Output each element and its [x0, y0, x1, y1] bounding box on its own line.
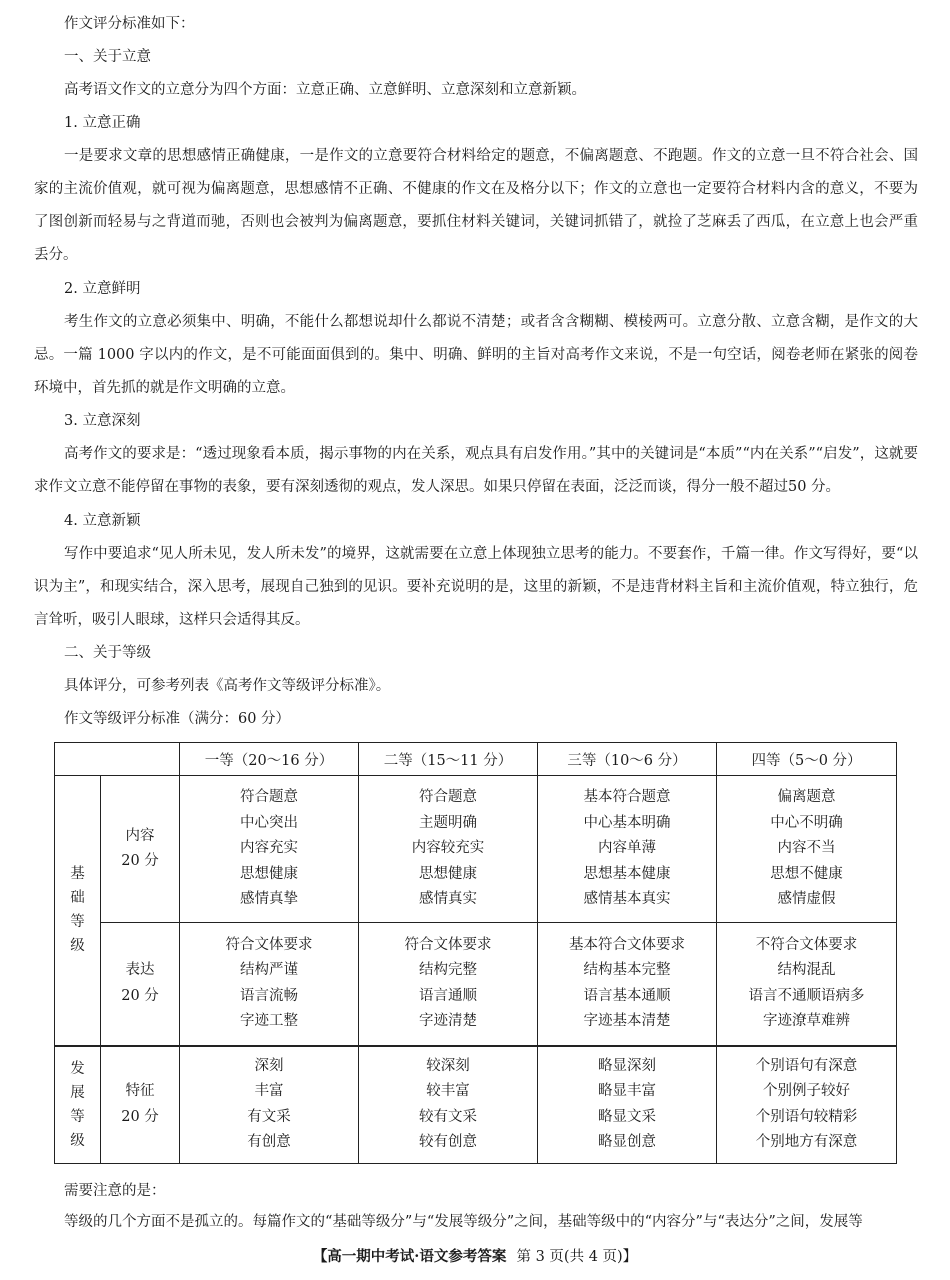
grade-intro: 具体评分，可参考列表《高考作文等级评分标准》。	[64, 678, 391, 694]
content-grade-1: 符合题意 中心突出 内容充实 思想健康 感情真挚	[180, 776, 359, 923]
paragraph-clear: 考生作文的立意必须集中、明确，不能什么都想说却什么都说不清楚；或者含含糊糊、模棱两可。立意分散、立意含糊，是作文的大忌。一篇 1000 字以内的作文，是不可能面面俱到的。集中、明确、鲜明的主旨对高考作文来说，不是一句空话，阅卷老师在紧张的阅卷环境中，首先抓的就是作文明确的立意。	[34, 314, 918, 396]
header-grade-4: 四等（5～0 分）	[717, 743, 897, 776]
feature-grade-1: 深刻 丰富 有文采 有创意	[180, 1046, 359, 1164]
footer-title: 【高一期中考试·语文参考答案	[312, 1248, 507, 1265]
expression-row	[55, 923, 897, 1046]
feature-row	[55, 1046, 897, 1164]
feature-label: 特征 20 分	[101, 1046, 180, 1164]
feature-grade-2: 较深刻 较丰富 较有文采 较有创意	[359, 1046, 538, 1164]
subheading-novel: 4. 立意新颖	[64, 513, 141, 529]
content-row	[55, 776, 897, 923]
header-grade-2: 二等（15～11 分）	[359, 743, 538, 776]
table-corner-cell	[55, 743, 180, 776]
expression-label: 表达 20 分	[101, 923, 180, 1046]
section-heading-grade: 二、关于等级	[64, 645, 151, 661]
content-grade-4: 偏离题意 中心不明确 内容不当 思想不健康 感情虚假	[717, 776, 897, 923]
subheading-correct: 1. 立意正确	[64, 115, 141, 131]
expression-grade-2: 符合文体要求 结构完整 语言通顺 字迹清楚	[359, 923, 538, 1046]
expression-grade-1: 符合文体要求 结构严谨 语言流畅 字迹工整	[180, 923, 359, 1046]
subheading-deep: 3. 立意深刻	[64, 413, 141, 429]
footer-page-number: 第 3 页(共 4 页)】	[516, 1249, 638, 1265]
paragraph-novel: 写作中要追求“见人所未见，发人所未发”的境界，这就需要在立意上体现独立思考的能力。不要套作，千篇一律。作文写得好，要“以识为主”，和现实结合，深入思考，展现自己独到的见识。要补充说明的是，这里的新颖，不是违背材料主旨和主流价值观，特立独行，危言耸听，吸引人眼球，这样只会适得其反。	[34, 546, 918, 628]
page-footer	[0, 1245, 950, 1269]
header-grade-3: 三等（10～6 分）	[538, 743, 717, 776]
content-grade-2: 符合题意 主题明确 内容较充实 思想健康 感情真实	[359, 776, 538, 923]
paragraph-deep: 高考作文的要求是：“透过现象看本质，揭示事物的内在关系，观点具有启发作用。”其中的关键词是“本质”“内在关系”“启发”，这就要求作文立意不能停留在事物的表象，要有深刻透彻的观点，发人深思。如果只停留在表面，泛泛而谈，得分一般不超过50 分。	[34, 446, 918, 495]
content-label: 内容 20 分	[101, 776, 180, 923]
development-level-label: 发 展 等 级	[55, 1046, 101, 1164]
subheading-clear: 2. 立意鲜明	[64, 281, 141, 297]
feature-grade-3: 略显深刻 略显丰富 略显文采 略显创意	[538, 1046, 717, 1164]
grading-table	[54, 742, 897, 1164]
header-grade-1: 一等（20～16 分）	[180, 743, 359, 776]
table-caption: 作文等级评分标准（满分：60 分）	[64, 711, 291, 727]
note-heading: 需要注意的是：	[64, 1183, 166, 1199]
intro-line: 作文评分标准如下：	[64, 16, 195, 32]
basic-level-label: 基 础 等 级	[55, 776, 101, 1046]
note-paragraph: 等级的几个方面不是孤立的。每篇作文的“基础等级分”与“发展等级分”之间，基础等级中的“内容分”与“表达分”之间，发展等	[64, 1214, 863, 1230]
expression-grade-3: 基本符合文体要求 结构基本完整 语言基本通顺 字迹基本清楚	[538, 923, 717, 1046]
table-header-row	[55, 743, 897, 776]
expression-grade-4: 不符合文体要求 结构混乱 语言不通顺语病多 字迹潦草难辨	[717, 923, 897, 1046]
paragraph-correct: 一是要求文章的思想感情正确健康，一是作文的立意要符合材料给定的题意，不偏离题意、不跑题。作文的立意一旦不符合社会、国家的主流价值观，就可视为偏离题意，思想感情不正确、不健康的作文在及格分以下；作文的立意也一定要符合材料内含的意义，不要为了图创新而轻易与之背道而驰，否则也会被判为偏离题意，要抓住材料关键词，关键词抓错了，就捡了芝麻丢了西瓜，在立意上也会严重丢分。	[34, 148, 918, 263]
feature-grade-4: 个别语句有深意 个别例子较好 个别语句较精彩 个别地方有深意	[717, 1046, 897, 1164]
section-heading-theme: 一、关于立意	[64, 49, 151, 65]
content-grade-3: 基本符合题意 中心基本明确 内容单薄 思想基本健康 感情基本真实	[538, 776, 717, 923]
theme-summary: 高考语文作文的立意分为四个方面：立意正确、立意鲜明、立意深刻和立意新颖。	[64, 82, 586, 98]
